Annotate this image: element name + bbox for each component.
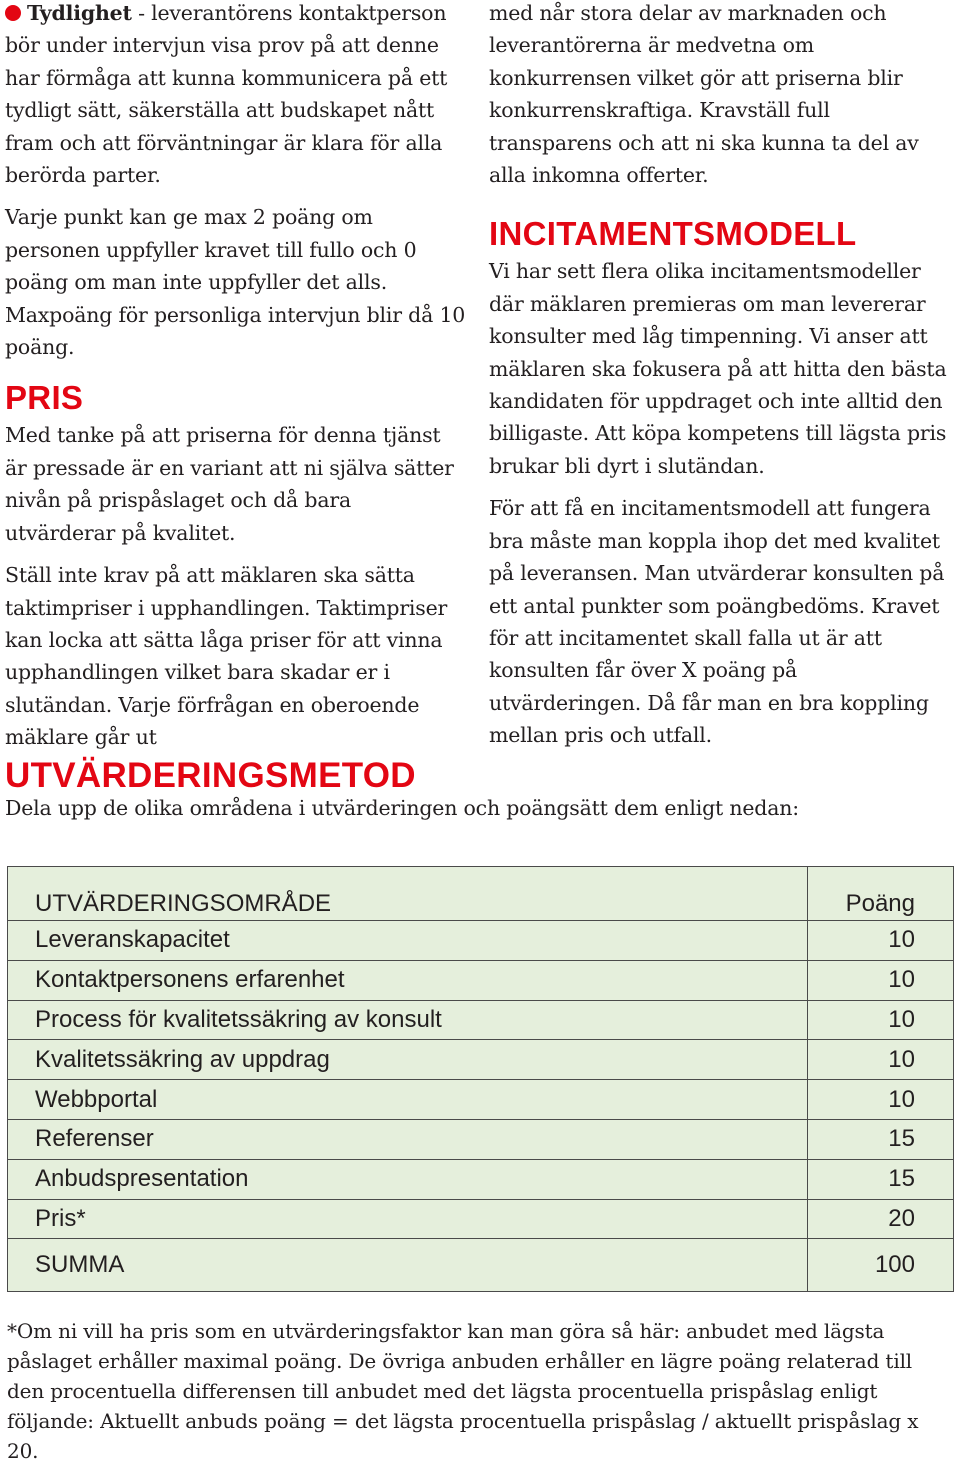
table-row: [8, 1119, 954, 1159]
points-cell: 10: [808, 921, 954, 961]
table-row: [8, 1080, 954, 1120]
scoring-paragraph: Varje punkt kan ge max 2 poäng om personen uppfyller kravet till fullo och 0 poäng om man inte uppfyller det alls. Maxpoäng för personliga intervjun blir då 10 poäng.: [5, 205, 466, 360]
table-row: [8, 960, 954, 1000]
tydlighet-paragraph: [5, 0, 467, 191]
incitament-paragraph-2: För att få en incitamentsmodell att fungera bra måste man koppla ihop det med kvalitet på leveransen. Man utvärderar konsulten på ett antal punkter som poängbedöms. Kravet för att incitamentet skall falla ut är att konsulten får över X poäng på utvärderingen. Då får man en bra koppling mellan pris och utfall.: [489, 496, 945, 748]
footnote-text: *Om ni vill ha pris som en utvärderingsfaktor kan man göra så här: anbudet med lägsta påslaget erhåller maximal poäng. De övriga anbuden erhåller en lägre poäng relaterad till den procentuella differensen till anbudet med det lägsta procentuella prispåslag enligt följande: Aktuellt anbuds poäng = det lägsta procentuella prispåslag / aktuellt prispåslag x 20.: [7, 1319, 919, 1463]
area-cell: Webbportal: [8, 1080, 808, 1120]
area-cell: Anbudspresentation: [8, 1159, 808, 1199]
table-row: [8, 1159, 954, 1199]
area-cell: Process för kvalitetssäkring av konsult: [8, 1000, 808, 1040]
table-header-row: [8, 867, 954, 921]
pris-paragraph-2: Ställ inte krav på att mäklaren ska sätta taktimpriser i upphandlingen. Taktimpriser kan locka att sätta låga priser för att vinna upphandlingen vilket bara skadar er i slutändan. Varje förfrågan en oberoende mäklare går ut: [5, 563, 448, 750]
area-cell: Referenser: [8, 1119, 808, 1159]
total-label: SUMMA: [8, 1239, 808, 1292]
area-column-header: UTVÄRDERINGSOMRÅDE: [8, 867, 808, 921]
table-row: [8, 1199, 954, 1239]
points-cell: 20: [808, 1199, 954, 1239]
incitament-paragraph-1: Vi har sett flera olika incitamentsmodeller där mäklaren premieras om man levererar konsulter med låg timpenning. Vi anser att mäklaren ska fokusera på att hitta den bästa kandidaten för uppdraget och inte alltid den billigaste. Att köpa kompetens till lägsta pris brukar bli dyrt i slutändan.: [489, 259, 947, 478]
table-row: [8, 1040, 954, 1080]
evaluation-intro: Dela upp de olika områdena i utvärderingen och poängsätt dem enligt nedan:: [5, 796, 799, 820]
bullet-dot-icon: [5, 5, 21, 21]
evaluation-section: [5, 756, 799, 824]
table-row: [8, 1000, 954, 1040]
area-cell: Kontaktpersonens erfarenhet: [8, 960, 808, 1000]
right-column: [489, 0, 951, 752]
tydlighet-text: - leverantörens kontaktperson bör under intervjun visa prov på att denne har förmåga att kunna kommunicera på ett tydligt sätt, säkerställa att budskapet nått fram och att förväntningar är klara för alla berörda parter.: [5, 1, 448, 188]
total-row: [8, 1239, 954, 1292]
evaluation-heading: UTVÄRDERINGSMETOD: [5, 756, 416, 795]
points-cell: 15: [808, 1119, 954, 1159]
area-cell: Leveranskapacitet: [8, 921, 808, 961]
points-cell: 10: [808, 1040, 954, 1080]
continuation-paragraph: med når stora delar av marknaden och leverantörerna är medvetna om konkurrensen vilket gör att priserna blir konkurrenskraftiga. Kravställ full transparens och att ni ska kunna ta del av alla inkomna offerter.: [489, 1, 919, 188]
footnote: [7, 1316, 954, 1466]
points-column-header: Poäng: [808, 867, 954, 921]
points-cell: 10: [808, 1080, 954, 1120]
points-cell: 10: [808, 960, 954, 1000]
table-row: [8, 921, 954, 961]
total-points: 100: [808, 1239, 954, 1292]
pris-heading: PRIS: [5, 379, 84, 417]
evaluation-table: [7, 866, 954, 1292]
tydlighet-label: Tydlighet: [27, 1, 132, 25]
left-column: [5, 0, 467, 754]
points-cell: 15: [808, 1159, 954, 1199]
pris-paragraph-1: Med tanke på att priserna för denna tjänst är pressade är en variant att ni själva sätter nivån på prispåslaget och då bara utvärderar på kvalitet.: [5, 423, 454, 545]
incitament-heading: INCITAMENTSMODELL: [489, 215, 857, 253]
points-cell: 10: [808, 1000, 954, 1040]
area-cell: Kvalitetssäkring av uppdrag: [8, 1040, 808, 1080]
area-cell: Pris*: [8, 1199, 808, 1239]
